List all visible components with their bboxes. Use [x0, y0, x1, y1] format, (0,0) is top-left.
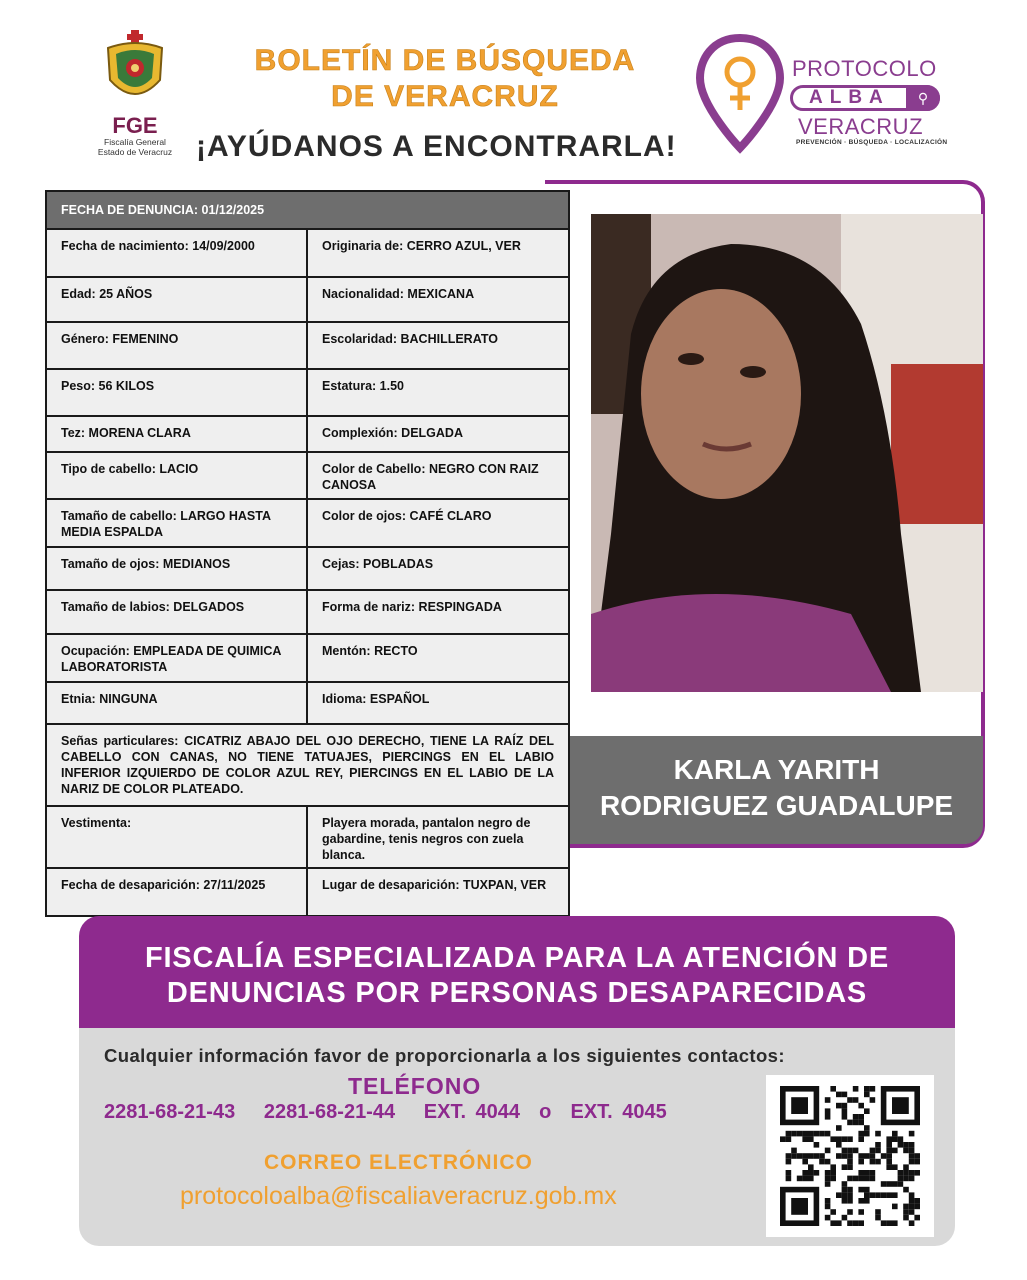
table-row: [46, 682, 569, 724]
qr-code[interactable]: [766, 1075, 934, 1237]
table-row: [46, 277, 569, 322]
search-icon: ⚲: [906, 85, 940, 111]
person-name-bar: [570, 736, 983, 844]
table-cell: Tez: MORENA CLARA: [46, 416, 307, 452]
table-cell: Complexión: DELGADA: [307, 416, 569, 452]
fge-logo: [80, 30, 190, 165]
alba-protocolo-text: PROTOCOLO: [792, 56, 937, 81]
alba-subtitle: PREVENCIÓN · BÚSQUEDA · LOCALIZACIÓN: [796, 139, 948, 146]
vestimenta-label: Vestimenta:: [46, 806, 307, 868]
table-cell: Tamaño de labios: DELGADOS: [46, 590, 307, 634]
table-row: [46, 416, 569, 452]
table-row: [46, 369, 569, 416]
table-cell: Originaria de: CERRO AZUL, VER: [307, 229, 569, 277]
fecha-denuncia: FECHA DE DENUNCIA: 01/12/2025: [46, 191, 569, 229]
table-row: [46, 724, 569, 806]
table-row: [46, 806, 569, 868]
table-row: [46, 452, 569, 499]
fiscalia-line-2: DENUNCIAS POR PERSONAS DESAPARECIDAS: [166, 977, 868, 1009]
phone-numbers: 2281-68-21-43 2281-68-21-44 EXT. 4044 o EXT. 4045: [104, 1101, 667, 1123]
alba-badge-text: ALBA: [809, 87, 890, 108]
bulletin-title-line-1: BOLETÍN DE BÚSQUEDA: [254, 44, 636, 77]
table-row: [46, 868, 569, 916]
table-cell: Fecha de nacimiento: 14/09/2000: [46, 229, 307, 277]
table-cell: Género: FEMENINO: [46, 322, 307, 369]
alba-badge: [790, 85, 940, 111]
table-cell: Etnia: NINGUNA: [46, 682, 307, 724]
bulletin-title-line-2: DE VERACRUZ: [331, 80, 559, 113]
email-label: CORREO ELECTRÓNICO: [264, 1151, 533, 1174]
table-row: [46, 229, 569, 277]
qr-code-icon: [766, 1075, 934, 1237]
table-cell: Idioma: ESPAÑOL: [307, 682, 569, 724]
table-cell: Color de Cabello: NEGRO CON RAIZ CANOSA: [307, 452, 569, 499]
lugar-desaparicion: Lugar de desaparición: TUXPAN, VER: [307, 868, 569, 916]
missing-person-photo: [591, 214, 983, 692]
table-row: [46, 322, 569, 369]
table-row: [46, 590, 569, 634]
person-portrait-illustration: [591, 214, 983, 692]
table-header-row: [46, 191, 569, 229]
table-row: [46, 634, 569, 682]
table-row: [46, 499, 569, 547]
person-name-line-2: RODRIGUEZ GUADALUPE: [599, 790, 954, 821]
table-cell: Nacionalidad: MEXICANA: [307, 277, 569, 322]
table-cell: Forma de nariz: RESPINGADA: [307, 590, 569, 634]
senas-particulares: Señas particulares: CICATRIZ ABAJO DEL OJO DERECHO, TIENE LA RAÍZ DEL CABELLO CON CANAS, NO TIENE TATUAJES, PIERCINGS EN EL LABIO INFERIOR IZQUIERDO DE COLOR AZUL REY, PIERCINGS EN EL LABIO DE LA NARIZ DE COLOR PLATEADO.: [46, 724, 569, 806]
fiscalia-line-1: FISCALÍA ESPECIALIZADA PARA LA ATENCIÓN DE: [144, 942, 890, 974]
veracruz-coat-of-arms-icon: [102, 30, 168, 108]
table-cell: Peso: 56 KILOS: [46, 369, 307, 416]
fge-subtitle-2: Estado de Veracruz: [97, 147, 173, 157]
table-cell: Mentón: RECTO: [307, 634, 569, 682]
person-name-line-1: KARLA YARITH: [673, 754, 880, 785]
table-cell: Cejas: POBLADAS: [307, 547, 569, 590]
fecha-desaparicion: Fecha de desaparición: 27/11/2025: [46, 868, 307, 916]
table-row: [46, 547, 569, 590]
table-cell: Escolaridad: BACHILLERATO: [307, 322, 569, 369]
alba-veracruz-text: VERACRUZ: [798, 114, 924, 139]
table-cell: Color de ojos: CAFÉ CLARO: [307, 499, 569, 547]
contact-intro: Cualquier información favor de proporcionarla a los siguientes contactos:: [104, 1045, 785, 1066]
table-cell: Estatura: 1.50: [307, 369, 569, 416]
table-cell: Tamaño de cabello: LARGO HASTA MEDIA ESPALDA: [46, 499, 307, 547]
table-cell: Edad: 25 AÑOS: [46, 277, 307, 322]
phone-label: TELÉFONO: [348, 1073, 482, 1099]
email-address[interactable]: protocoloalba@fiscaliaveracruz.gob.mx: [180, 1182, 617, 1210]
person-details-table: [45, 190, 570, 917]
table-cell: Tamaño de ojos: MEDIANOS: [46, 547, 307, 590]
slogan: ¡AYÚDANOS A ENCONTRARLA!: [196, 130, 677, 163]
table-cell: Ocupación: EMPLEADA DE QUIMICA LABORATORISTA: [46, 634, 307, 682]
fge-acronym: FGE: [112, 113, 158, 138]
fiscalia-banner: [79, 916, 955, 1028]
table-cell: Tipo de cabello: LACIO: [46, 452, 307, 499]
fge-subtitle-1: Fiscalía General: [104, 137, 166, 147]
vestimenta-value: Playera morada, pantalon negro de gabardine, tenis negros con zuela blanca.: [307, 806, 569, 868]
